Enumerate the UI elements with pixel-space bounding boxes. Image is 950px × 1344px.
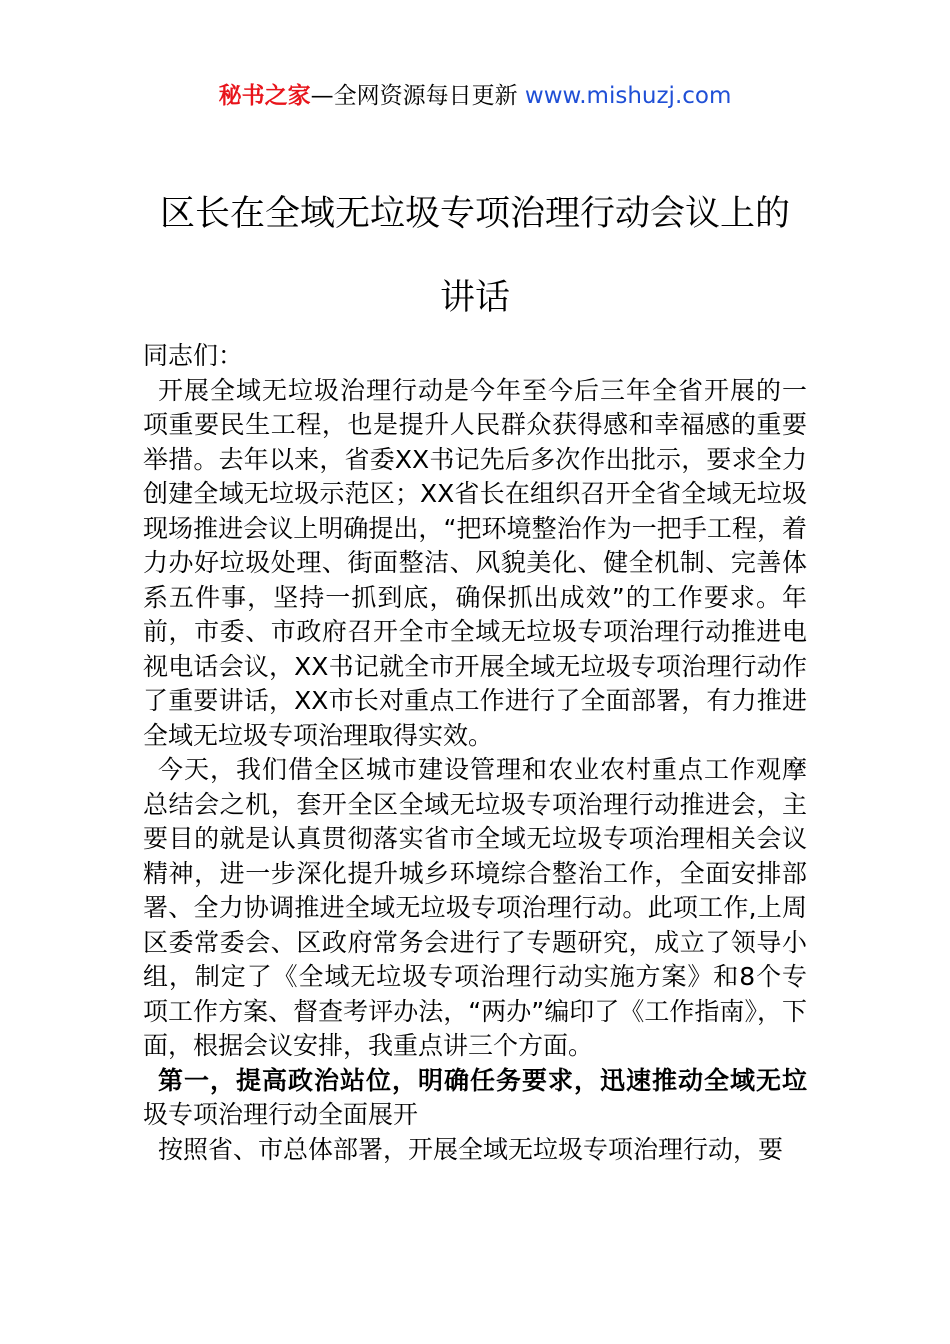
section-heading-1 (143, 1064, 807, 1133)
paragraph-3: 按照省、市总体部署，开展全域无垃圾专项治理行动，要 (158, 1134, 784, 1164)
section-heading-1-bold: 第一，提高政治站位，明确任务要求，迅速推动全域无垃 (158, 1065, 807, 1095)
section-heading-1-rest: 圾专项治理行动全面展开 (143, 1100, 419, 1129)
site-tagline: —全网资源每日更新 (310, 83, 525, 109)
site-header (0, 80, 950, 112)
document-body (143, 339, 807, 1167)
paragraph-2: 今天，我们借全区城市建设管理和农业农村重点工作观摩总结会之机，套开全区全域无垃圾专项治理行动推进会，主要目的就是认真贯彻落实省市全域无垃圾专项治理相关会议精神，进一步深化提升城乡环境综合整治工作，全面安排部署、全力协调推进全域无垃圾专项治理行动。此项工作,上周区委常委会、区政府常务会进行了专题研究，成立了领导小组，制定了《全域无垃圾专项治理行动实施方案》和8个专项工作方案、督查考评办法，“两办”编印了《工作指南》，下面，根据会议安排，我重点讲三个方面。 (143, 755, 807, 1060)
document-title-line1: 区长在全域无垃圾专项治理行动会议上的 (159, 194, 790, 234)
paragraph-1: 开展全域无垃圾治理行动是今年至今后三年全省开展的一项重要民生工程，也是提升人民群众获得感和幸福感的重要举措。去年以来，省委XX书记先后多次作出批示，要求全力创建全域无垃圾示范区；XX省长在组织召开全省全域无垃圾现场推进会议上明确提出，“把环境整治作为一把手工程，着力办好垃圾处理、街面整洁、风貌美化、健全机制、完善体系五件事，坚持一抓到底，确保抓出成效”的工作要求。年前，市委、市政府召开全市全域无垃圾专项治理行动推进电视电话会议，XX书记就全市开展全域无垃圾专项治理行动作了重要讲话，XX市长对重点工作进行了全面部署，有力推进全域无垃圾专项治理取得实效。 (143, 375, 807, 750)
site-brand: 秘书之家 (218, 83, 311, 109)
salutation: 同志们： (143, 341, 244, 370)
document-title (100, 172, 850, 340)
site-url-link[interactable]: www.mishuzj.com (524, 83, 732, 109)
document-title-line2: 讲话 (439, 278, 510, 318)
